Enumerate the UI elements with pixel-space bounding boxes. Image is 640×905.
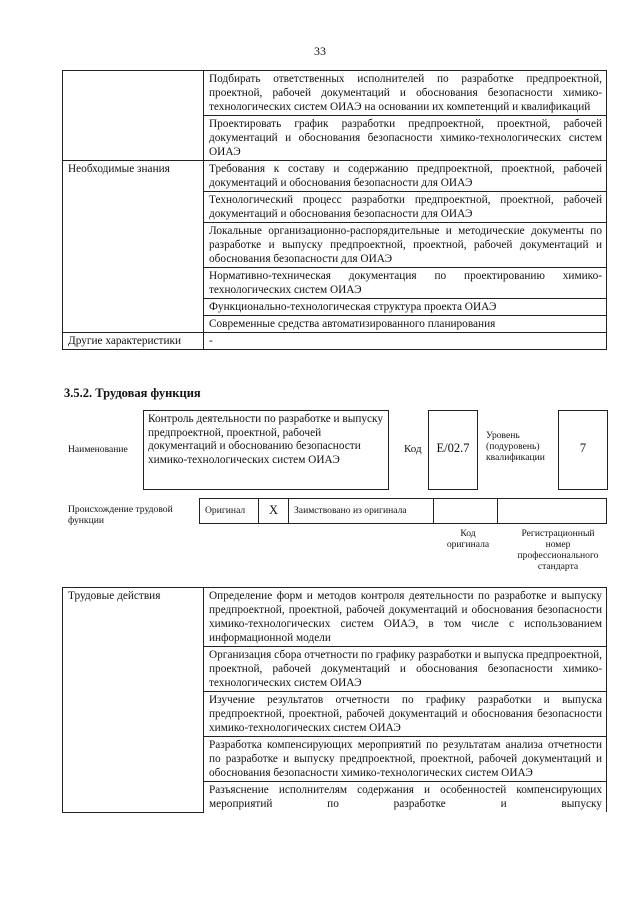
- table-cell: Современные средства автоматизированного планирования: [204, 316, 607, 333]
- original-mark-cell: X: [258, 498, 289, 524]
- table-row: [63, 588, 607, 647]
- borrowed-cell: Заимствовано из оригинала: [288, 498, 434, 524]
- section-heading: 3.5.2. Трудовая функция: [64, 386, 201, 400]
- level-label: Уровень (подуровень) квалификации: [486, 430, 545, 463]
- code-label: Код: [404, 443, 422, 455]
- table-cell: Разработка компенсирующих мероприятий по результатам анализа отчетности по разработке и выпуску предпроектной, проектной, рабочей документаций и обоснования безопасности химико-технологических систем ОИАЭ: [204, 737, 607, 782]
- table-cell: Технологический процесс разработки предпроектной, проектной, рабочей документаций и обоснования безопасности для ОИАЭ: [204, 192, 607, 223]
- table-cell: Проектировать график разработки предпроектной, проектной, рабочей документаций и обоснования безопасности химико-технологических систем ОИАЭ: [204, 116, 607, 161]
- table-cell: Функционально-технологическая структура проекта ОИАЭ: [204, 299, 607, 316]
- actions-table: [62, 587, 607, 813]
- row-label-empty: [63, 71, 204, 161]
- table-cell: Определение форм и методов контроля деятельности по разработке и выпуску предпроектной, проектной, рабочей документаций и обоснования безопасности химико-технологических систем ОИАЭ, в том числе с использованием информационной модели: [204, 588, 607, 647]
- original-cell: Оригинал: [199, 498, 259, 524]
- level-value-box: 7: [558, 410, 608, 490]
- skills-table: [62, 70, 607, 350]
- reg-number-cell: [497, 498, 607, 524]
- table-cell: Организация сбора отчетности по графику разработки и выпуска предпроектной, проектной, рабочей документаций и обоснования безопасности химико-технологических систем ОИАЭ: [204, 647, 607, 692]
- table-cell: Разъяснение исполнителям содержания и особенностей компенсирующих мероприятий по разработке и выпуску: [204, 782, 607, 813]
- code-original-caption: Код оригинала: [446, 528, 490, 550]
- table-cell: Требования к составу и содержанию предпроектной, проектной, рабочей документаций и обоснования безопасности для ОИАЭ: [204, 161, 607, 192]
- table-row: [63, 333, 607, 350]
- table-cell: -: [204, 333, 607, 350]
- row-label-knowledge: Необходимые знания: [63, 161, 204, 333]
- table-cell: Изучение результатов отчетности по графику разработки и выпуска предпроектной, проектной, рабочей документаций и обоснования безопасности химико-технологических систем ОИАЭ: [204, 692, 607, 737]
- function-name-box: Контроль деятельности по разработке и выпуску предпроектной, проектной, рабочей документаций и обоснованию безопасности химико-технологических систем ОИАЭ: [143, 410, 389, 490]
- table-cell: Нормативно-техническая документация по проектированию химико-технологических систем ОИАЭ: [204, 268, 607, 299]
- reg-number-caption: Регистрационный номер профессионального стандарта: [517, 528, 599, 572]
- table-cell: Подбирать ответственных исполнителей по разработке предпроектной, проектной, рабочей документаций и обоснования безопасности химико-технологических систем ОИАЭ на основании их компетенций и квалификаций: [204, 71, 607, 116]
- origin-label: Происхождение трудовой функции: [68, 504, 173, 526]
- code-value-box: E/02.7: [428, 410, 478, 490]
- row-label-actions: Трудовые действия: [63, 588, 204, 813]
- row-label-other: Другие характеристики: [63, 333, 204, 350]
- page-number: 33: [314, 44, 326, 58]
- table-cell: Локальные организационно-распорядительные и методические документы по разработке и выпуску предпроектной, проектной, рабочей документаций и обоснования безопасности для ОИАЭ: [204, 223, 607, 268]
- table-row: [63, 161, 607, 192]
- table-row: [63, 71, 607, 116]
- code-original-cell: [433, 498, 498, 524]
- name-label: Наименование: [68, 444, 128, 455]
